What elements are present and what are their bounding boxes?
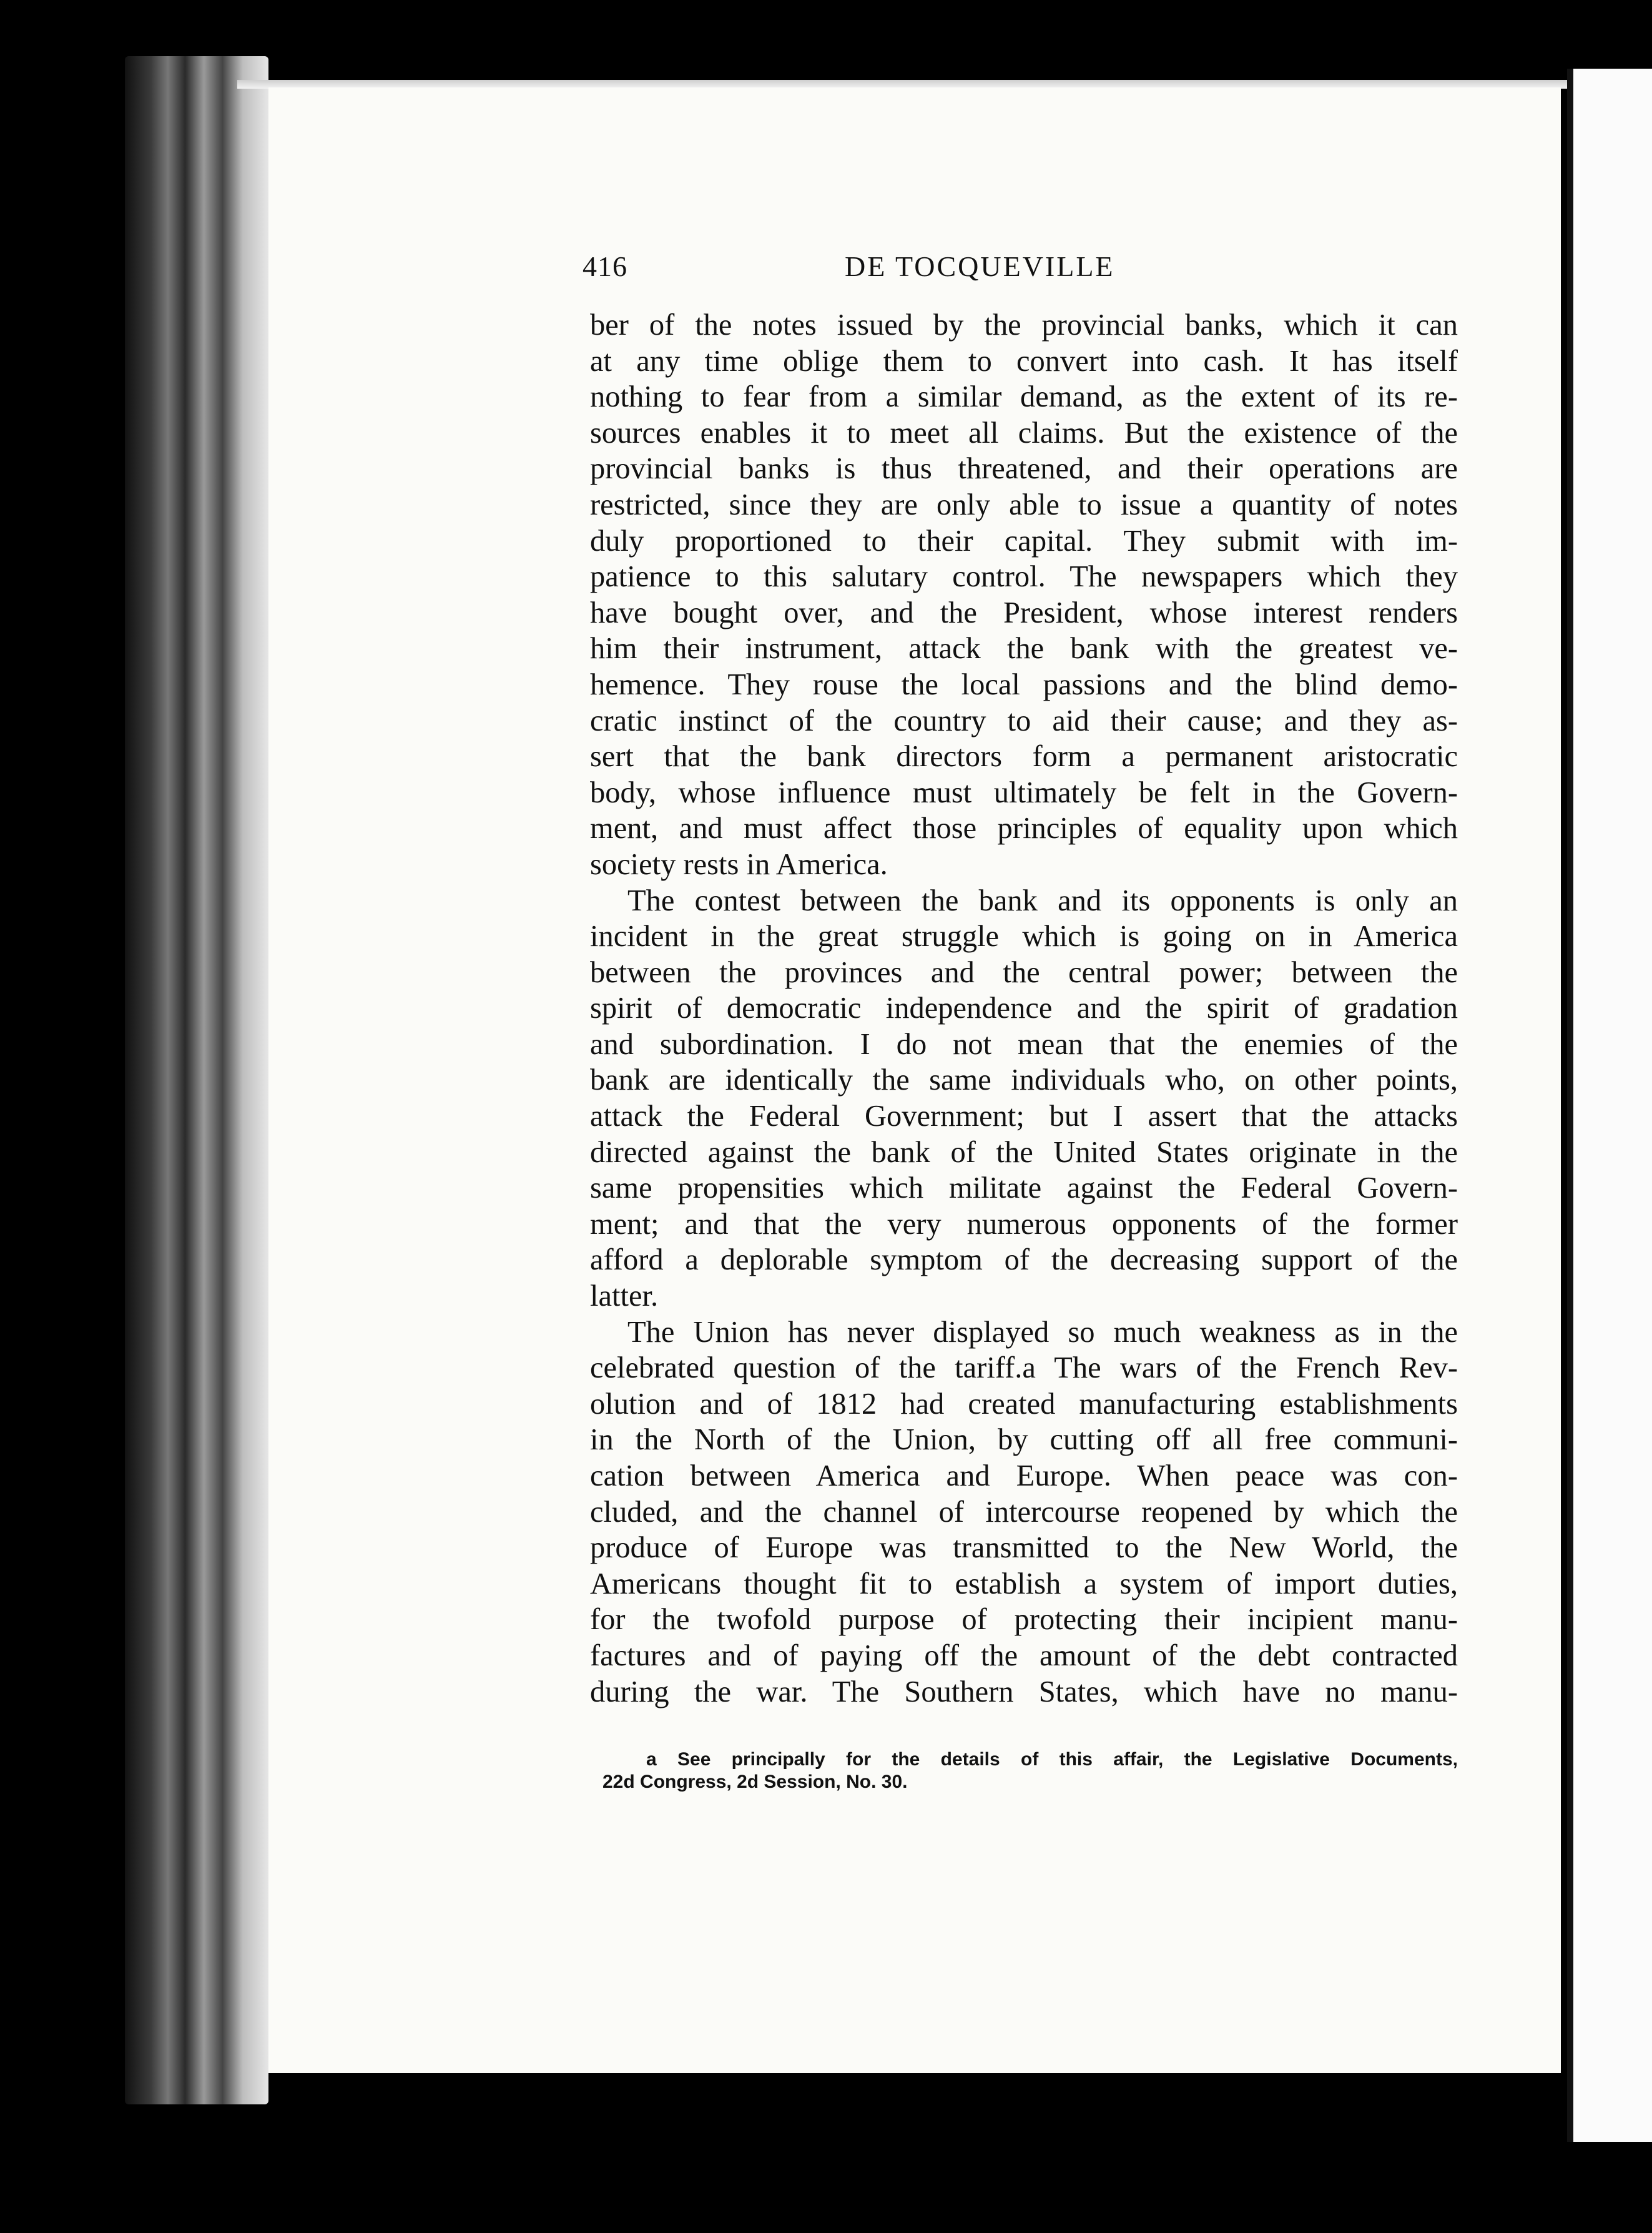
text-line: society rests in America. bbox=[590, 847, 888, 881]
text-line: for the twofold purpose of protecting their incipient manu- bbox=[590, 1603, 1458, 1637]
text-line: incident in the great struggle which is going on in America bbox=[590, 920, 1458, 954]
text-line: cratic instinct of the country to aid their cause; and they as- bbox=[590, 704, 1458, 737]
text-line: in the North of the Union, by cutting off all free communi- bbox=[590, 1423, 1458, 1457]
text-line: duly proportioned to their capital. They submit with im- bbox=[590, 524, 1458, 558]
page-header bbox=[583, 250, 1475, 287]
text-line: afford a deplorable symptom of the decreasing support of the bbox=[590, 1243, 1458, 1277]
text-line: attack the Federal Government; but I assert that the attacks bbox=[590, 1100, 1458, 1133]
text-line: sert that the bank directors form a permanent aristocratic bbox=[590, 740, 1458, 774]
text-line: ber of the notes issued by the provincial banks, which it can bbox=[590, 308, 1458, 342]
text-line: restricted, since they are only able to issue a quantity of notes bbox=[590, 488, 1458, 521]
text-line: cation between America and Europe. When peace was con- bbox=[590, 1459, 1458, 1492]
text-line: ment; and that the very numerous opponents of the former bbox=[590, 1207, 1458, 1241]
text-line: during the war. The Southern States, which have no manu- bbox=[590, 1675, 1458, 1708]
text-line: hemence. They rouse the local passions and the blind demo- bbox=[590, 668, 1458, 701]
text-line: The Union has never displayed so much weakness as in the bbox=[627, 1315, 1458, 1349]
text-line: provincial banks is thus threatened, and their operations are bbox=[590, 452, 1458, 486]
text-line: have bought over, and the President, whose interest renders bbox=[590, 596, 1458, 629]
text-line: The contest between the bank and its opponents is only an bbox=[627, 884, 1458, 917]
text-line: and subordination. I do not mean that the enemies of the bbox=[590, 1027, 1458, 1061]
text-line: body, whose influence must ultimately be felt in the Govern- bbox=[590, 776, 1458, 809]
running-head: DE TOCQUEVILLE bbox=[845, 250, 1115, 282]
text-line: same propensities which militate against the Federal Govern- bbox=[590, 1171, 1458, 1205]
text-line: cluded, and the channel of intercourse reopened by which the bbox=[590, 1495, 1458, 1529]
facing-page-edge bbox=[1567, 69, 1652, 2142]
text-line: produce of Europe was transmitted to the New World, the bbox=[590, 1531, 1458, 1565]
text-line: ment, and must affect those principles of equality upon which bbox=[590, 812, 1458, 845]
paragraph-2 bbox=[590, 883, 1458, 1314]
paragraph-3 bbox=[590, 1314, 1458, 1710]
text-line: factures and of paying off the amount of the debt contracted bbox=[590, 1639, 1458, 1672]
body-text bbox=[590, 307, 1458, 1710]
text-line: patience to this salutary control. The newspapers which they bbox=[590, 560, 1458, 594]
paragraph-1 bbox=[590, 307, 1458, 883]
text-line: him their instrument, attack the bank with the greatest ve- bbox=[590, 632, 1458, 666]
text-line: Americans thought fit to establish a system of import duties, bbox=[590, 1567, 1458, 1600]
text-line: celebrated question of the tariff.a The wars of the French Rev- bbox=[590, 1351, 1458, 1385]
book-page-edges bbox=[125, 56, 268, 2104]
text-line: olution and of 1812 had created manufacturing establishments bbox=[590, 1387, 1458, 1421]
footnote bbox=[602, 1748, 1458, 1793]
footnote-line: a See principally for the details of this affair, the Legislative Documents, bbox=[646, 1749, 1458, 1770]
text-line: latter. bbox=[590, 1279, 659, 1313]
footnote-line: 22d Congress, 2d Session, No. 30. bbox=[602, 1772, 908, 1792]
text-line: between the provinces and the central power; between the bbox=[590, 955, 1458, 989]
text-line: sources enables it to meet all claims. But the existence of the bbox=[590, 416, 1458, 450]
text-line: spirit of democratic independence and the spirit of gradation bbox=[590, 992, 1458, 1025]
text-line: nothing to fear from a similar demand, as the extent of its re- bbox=[590, 380, 1458, 414]
text-line: directed against the bank of the United States originate in the bbox=[590, 1135, 1458, 1169]
text-line: at any time oblige them to convert into cash. It has itself bbox=[590, 344, 1458, 378]
page-number: 416 bbox=[583, 250, 627, 282]
text-line: bank are identically the same individuals who, on other points, bbox=[590, 1063, 1458, 1097]
